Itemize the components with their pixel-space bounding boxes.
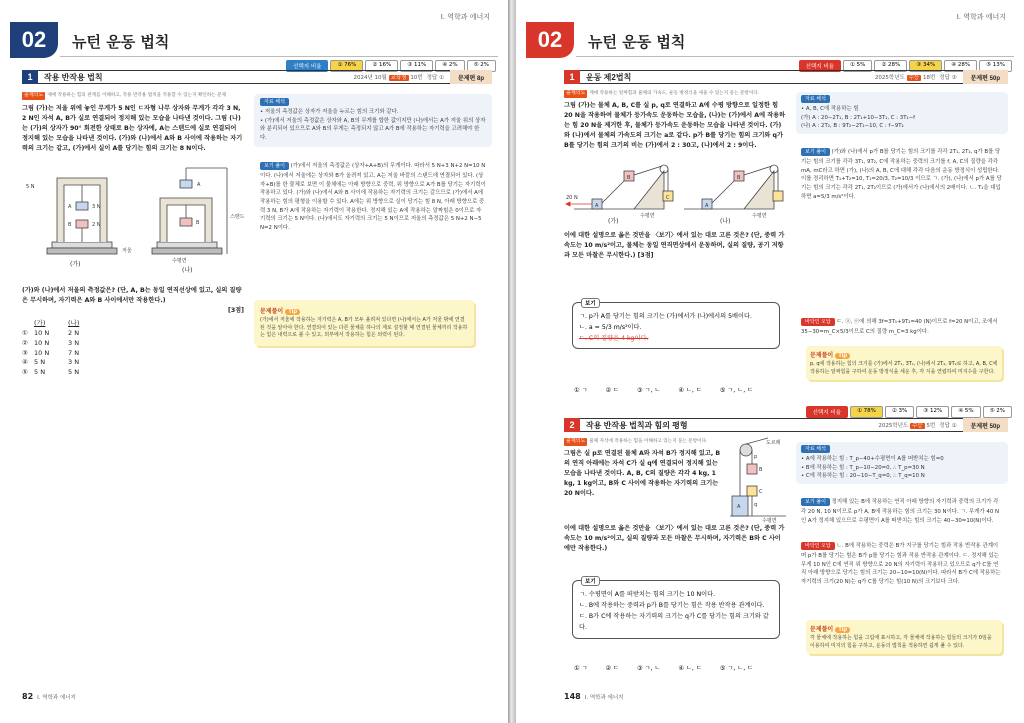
option[interactable]: ④ ㄴ, ㄷ — [678, 387, 702, 394]
svg-text:수평면: 수평면 — [752, 213, 767, 220]
bogi-item: ㄱ. p가 A를 당기는 힘의 크기는 (가)에서가 (나)에서의 5배이다. — [579, 313, 752, 320]
answer-options-2 — [574, 663, 753, 672]
figure-pulley-incline — [564, 151, 784, 227]
solution-box-2: 보기 풀이 정지해 있는 B에 작용하는 연직 아래 방향의 자기력과 중력의 크기가 각각 20 N, 10 N이므로 p가 A, B에 작용하는 힘의 크기는 30 N이다. ㄱ. 무게가 40 N인 A가 정지해 있으므로 수평면이 A를 떠받치는 힘의 크기는 40−30=10(N)이다. — [801, 499, 1000, 524]
question-text: 그림 (가)는 저울 위에 놓인 무게가 5 N인 ㄷ자형 나무 상자와 무게가 각각 3 N, 2 N인 자석 A, B가 실로 연결되어 정지해 있는 모습을 나타낸 것이다. 그림 (나)는 (가)의 상자가 90° 회전한 상태로 B는 상자에, A는 스탠드에 실로 연결되어 정지해 있는 모습을 나타낸 것이다. (가)와 (나)에서 A와 B 사이에 작용하는 자기력의 크기는 같고, (가)에서 실이 A를 당기는 힘의 크기는 8 N이다. — [22, 104, 243, 153]
book-gutter — [508, 0, 516, 723]
divider — [576, 56, 1014, 57]
svg-text:수평면: 수평면 — [762, 518, 777, 524]
svg-text:20 N: 20 N — [566, 195, 578, 202]
choice-marker[interactable]: ② — [22, 338, 28, 347]
ratio-item: ② 16% — [365, 60, 398, 72]
chapter-number: 02 — [526, 22, 574, 58]
page-footer: 148 I. 역학과 에너지 — [564, 692, 624, 701]
svg-text:B: B — [68, 222, 72, 229]
tip-box: 문제풀이 Tip p, q에 작용하는 힘의 크기를 (가)에서 2T₁, 3T₁, (나)에서 2T₂, 9T₂로 하고, A, B, C에 작용하는 알짜힘을 구하여 운동 방정식을 세운 후, 각 식을 연립하여 미지수를 구한다. — [806, 346, 1002, 380]
ratio-item: ④ 2% — [435, 60, 464, 72]
chapter-number: 02 — [10, 22, 58, 58]
svg-text:p: p — [754, 454, 758, 460]
part-label: I. 역학과 에너지 — [440, 13, 490, 21]
figure-b — [152, 168, 227, 254]
solution-box: 보기 풀이 (가)에서 저울의 측정값은 (상자+A+B)의 무게이다. 따라서 5 N+3 N+2 N=10 N이다. (나)에서 저울에는 상자와 B가 올려져 있고, A는 저울 바깥의 스탠드에 연결되어 있다. (상자+B)를 한 물체로 보면 이 물체에는 아래 방향으로 중력, 위 방향으로 A가 B를 당기는 자기력이 작용하고 있다. (가)와 (나)에서 A와 B 사이에 작용하는 자기력의 크기는 같으므로 (가)에서 A에 작용하는 힘의 평형을 이용할 수 있다. A에는 위 방향으로 실이 당기는 힘 8 N, 아래 방향으로 중력 3 N, B가 A에 작용하는 자기력이 작용한다. 정지해 있는 A에 작용하는 알짜힘은 0이므로 자기력의 크기는 5 N이다. (나)에서도 자기력의 크기는 5 N이므로 저울의 측정값은 5 N+2 N−5 N=2 N이다. — [260, 163, 486, 231]
points: [3점] — [228, 307, 244, 315]
right-page — [516, 0, 1024, 723]
choice-marker[interactable]: ① — [22, 329, 28, 338]
svg-text:수평면: 수평면 — [640, 213, 655, 220]
ratio-label: 선택지 비율 — [286, 60, 328, 72]
question-prompt-2: 이에 대한 설명으로 옳은 것만을 〈보기〉에서 있는 대로 고른 것은? (단, 중력 가속도는 10 m/s²이고, 실의 질량과 모든 마찰은 무시하며, 자기력은 B와 C 사이에만 작용한다.) — [564, 525, 785, 553]
svg-text:A: A — [705, 203, 709, 210]
answer-choices: (가) (나) ① 10 N 2 N ② 10 N 3 N ③ 10 N 7 N ④ 5 N 3 N ⑤ 5 N 5 N — [22, 319, 80, 377]
option[interactable]: ③ ㄱ, ㄴ — [637, 665, 661, 672]
ratio-item: ③ 11% — [400, 60, 433, 72]
left-page — [0, 0, 508, 723]
choice-marker[interactable]: ④ — [22, 358, 28, 367]
page-footer: 82 I. 역학과 에너지 — [22, 692, 76, 701]
chapter-title: 뉴턴 운동 법칙 — [588, 33, 686, 51]
bogi-box: 보기 ㄱ. p가 A를 당기는 힘의 크기는 (가)에서가 (나)에서의 5배이다. ㄴ. a = 5/3 m/s²이다. ㄷ. C의 질량은 4 kg이다. — [572, 302, 780, 349]
svg-text:3 N: 3 N — [92, 204, 101, 211]
option[interactable]: ③ ㄱ, ㄴ — [637, 387, 661, 394]
answer-label: 정답 ① — [426, 75, 444, 81]
divider — [60, 56, 498, 57]
option[interactable]: ② ㄷ — [605, 387, 619, 394]
svg-text:B: B — [737, 175, 741, 182]
option[interactable]: ⑤ ㄱ, ㄴ, ㄷ — [719, 665, 754, 672]
data-analysis-box: 자료 해석 • 저울의 측정값은 상자가 저울을 누르는 힘의 크기와 같다. • (가)에서 저울의 측정값은 상자와 A, B의 무게를 합한 값이지만 (나)에서는 A가 저울 위의 상자와 분리되어 있으므로 A와 B의 무게는 측정되지 않고 A가 B에 작용하는 자기력을 고려해야 한다. — [254, 94, 492, 147]
svg-text:(가): (가) — [608, 218, 619, 226]
tip-box-2: 문제풀이 Tip 각 물체에 작용하는 힘을 그림에 표시하고, 각 물체에 작용하는 힘들의 크기가 0임을 이용하여 미지의 힘을 구하고, 운동의 법칙을 적용하면 쉽게 풀 수 있다. — [806, 620, 1002, 654]
svg-text:q: q — [754, 502, 758, 508]
question-prompt: (가)와 (나)에서 저울의 측정값은? (단, A, B는 동일 연직선상에 있고, 실의 질량은 무시하며, 자기력은 A와 B 사이에서만 작용한다.) — [22, 287, 242, 305]
svg-text:A: A — [68, 204, 72, 211]
svg-text:B: B — [627, 175, 631, 182]
bogi-item: ㄷ. C의 질량은 4 kg이다. — [579, 335, 649, 343]
part-label: I. 역학과 에너지 — [956, 13, 1006, 21]
bogi-box-2: 보기 ㄱ. 수평면이 A를 떠받치는 힘의 크기는 10 N이다. ㄴ. B에 작용하는 중력과 p가 B를 당기는 힘은 작용 반작용 관계이다. ㄷ. B가 C에 작용하는 자기력의 크기는 q가 C를 당기는 힘의 크기와 같다. — [572, 580, 780, 639]
figure-a — [47, 178, 117, 254]
data-analysis-box-2: 자료 해석 • A에 작용하는 힘 : T_p−40+수평면이 A를 떠받치는 힘=0 • B에 작용하는 힘 : T_p−10−20=0, ∴ T_p=30 N • C에 작용하는 힘 : 20−10−T_q=0, ∴ T_q=10 N — [796, 442, 1008, 484]
svg-text:A: A — [737, 504, 741, 510]
question-header — [22, 70, 492, 84]
svg-text:저울: 저울 — [122, 248, 132, 255]
svg-text:A: A — [197, 182, 201, 189]
svg-text:(가): (가) — [70, 261, 81, 269]
question-body: 출제의도 계에 작용하는 알짜힘과 물체의 가속도, 운동 방정식을 세울 수 있는지 묻는 문항이다. 그림 (가)는 물체 A, B, C를 실 p, q로 연결하고 A에 수평 방향으로 일정한 힘 20 N을 작용하여 물체가 등가속도 운동하는 모습을, (나)는 (가)에서 A에 작용하는 힘 20 N을 제거한 후, 물체가 등가속도 운동하는 모습을 나타낸 것이다. (가)와 (나)에서 물체의 가속도의 크기는 a로 같다. p가 B를 당기는 힘의 크기와 q가 B를 당기는 힘의 크기의 비는 (가)에서 2 : 30고, (나)에서 2 : 9이다. 20 N A B C 수평면 (가) A B 수평면 (나) 이에 대한 설명으로 옳은 것만을 〈보기〉에서 있는 대로 고른 것은? (단, 중력 가속도는 10 m/s²이고, 물체는 동일 연직면상에서 운동하며, 실의 질량, 공기 저항과 모든 마찰은 무시한다.) [3점] — [564, 90, 786, 260]
wrong-answer-box: 바닥인 오답 ㄷ. ⓐ, ⓔ에 의해 3f=3T₁+9T₂=40 (N)이므로 f=20 N이고, 조에서 35−30=m_C×5/3이므로 C의 질량 m_C=3 kg이다. — [801, 319, 998, 335]
choice-marker[interactable]: ⑤ — [22, 368, 28, 377]
chapter-title: 뉴턴 운동 법칙 — [72, 33, 170, 51]
svg-text:B: B — [196, 220, 200, 227]
solution-box: 보기 풀이 (가)와 (나)에서 p가 B를 당기는 힘의 크기를 각각 2T₁, 2T₂, q가 B를 당기는 힘의 크기를 각각 3T₁, 9T₂, C에 작용하는 중력의 크기를 f, A, C의 질량을 각각 mA, mC라고 하면 (가), (나)의 A, B, C에 대해 각각 다음의 운동 방정식이 성립한다. 이를 정리하면 T₁+T₂=10, T₁=20/3, T₂=10/3 이므로 ㄱ. (가), (나)에서 p가 A를 당기는 힘의 크기는 각각 2T₁, 2T₂이므로 (가)에서가 (나)에서의 2배이다. ㄴ. T₁을 대입하면 a=5/3 m/s²이다. — [801, 149, 1002, 200]
option[interactable]: ① ㄱ — [574, 665, 588, 672]
svg-text:C: C — [759, 489, 763, 495]
bogi-item: ㄴ. a = 5/3 m/s²이다. — [579, 324, 642, 332]
intent: 출제의도 제에 작용하는 힘의 관계를 이해하고, 작용 반작용 법칙을 적용할 수 있는지 확인하는 문제 — [24, 92, 227, 98]
question-body-2: 출제의도 물체 자석에 작용하는 힘을 이해하고 있는지 묻는 문항이다. 그림은 실 p로 연결된 물체 A와 자석 B가 정지해 있고, B의 연직 아래에는 자석 C가 실 q에 연결되어 정지해 있는 모습을 나타낸 것이다. A, B, C의 질량은 각각 4 kg, 1 kg, 1 kg이고, B와 C 사이에 작용하는 자기력의 크기는 20 N이다. — [564, 438, 721, 498]
option[interactable]: ② ㄷ — [605, 665, 619, 672]
svg-text:C: C — [666, 195, 670, 202]
question-header-2: 2 작용 반작용 법칙과 힘의 평형 2025학년도 수능 5번 정답 ① 문제편 50p — [564, 418, 1008, 432]
question-title: 작용 반작용 법칙 — [44, 72, 103, 82]
chapter-header — [0, 22, 508, 58]
question-number: 1 — [22, 70, 38, 84]
tip-box: 문제풀이 Tip (가)에서 저울에 작용하는 자기력은 A, B가 모두 올려져 있다면 (나)에서는 A가 저울 밖에 연결된 것을 알아야 한다. 연결되어 있는 다른 물체를 하나의 계로 설정할 때 연결된 물체끼리 작용하는 힘은 내력으로 볼 수 있고, 외부에서 작용하는 힘은 외력이 된다. — [254, 300, 474, 346]
question-source: 2024년 10월 교육청 10번 — [353, 75, 423, 81]
page-ref: 문제편 8p — [450, 70, 492, 84]
svg-text:스탠드: 스탠드 — [230, 214, 245, 221]
figure-magnets — [22, 158, 245, 276]
wrong-answer-box-2: 바닥인 오답 ㄴ. B에 작용하는 중력은 B가 지구를 당기는 힘과 작용 반작용 관계이며 p가 B를 당기는 힘은 B가 p를 당기는 힘과 작용 반작용 관계이다. ㄷ. 정지해 있는 무게 10 N인 C에 연직 위 방향으로 20 N의 자기력이 작용하고 있으므로 q가 C를 연직 아래 방향으로 당기는 힘의 크기는 20−10=10(N)이다. 따라서 B가 C에 작용하는 자기력의 크기(20 N)는 q가 C를 당기는 힘(10 N)의 크기보다 크다. — [801, 543, 1001, 585]
svg-text:A: A — [595, 203, 599, 210]
svg-text:(나): (나) — [720, 218, 731, 226]
ratio-item: ⑤ 2% — [467, 60, 496, 72]
option[interactable]: ① ㄱ — [574, 387, 588, 394]
question-header: 1 운동 제2법칙 2025학년도 수능 18번 정답 ③ 문제편 50p — [564, 70, 1008, 84]
svg-text:도르래: 도르래 — [766, 440, 781, 446]
choice-ratio-bar-2: 선택지 비율 ① 78% ② 3% ③ 12% ④ 5% ⑤ 2% — [806, 406, 1012, 418]
svg-text:(나): (나) — [182, 267, 193, 275]
data-analysis-box: 자료 해석 • A, B, C에 작용하는 힘 (가) A : 20−2T₁, B : 2T₁+10−3T₁, C : 3T₁−f (나) A : 2T₂, B : 9T₂−2T₂−10, C : f−9T₂ — [796, 92, 1008, 134]
question-body — [22, 92, 244, 377]
svg-text:수평면: 수평면 — [172, 258, 187, 265]
figure-magnets-pulley — [728, 436, 788, 524]
answer-options — [574, 385, 753, 394]
svg-text:2 N: 2 N — [92, 222, 101, 229]
chapter-header — [516, 22, 1024, 58]
option[interactable]: ④ ㄴ, ㄷ — [678, 665, 702, 672]
svg-text:5 N: 5 N — [26, 184, 35, 191]
option[interactable]: ⑤ ㄱ, ㄴ, ㄷ — [719, 387, 754, 394]
choice-ratio-bar: 선택지 비율 ① 5% ② 28% ③ 34% ④ 28% ⑤ 13% — [799, 60, 1012, 72]
choice-marker[interactable]: ③ — [22, 348, 28, 357]
ratio-item: ① 76% — [330, 60, 363, 72]
svg-text:B: B — [759, 467, 763, 473]
